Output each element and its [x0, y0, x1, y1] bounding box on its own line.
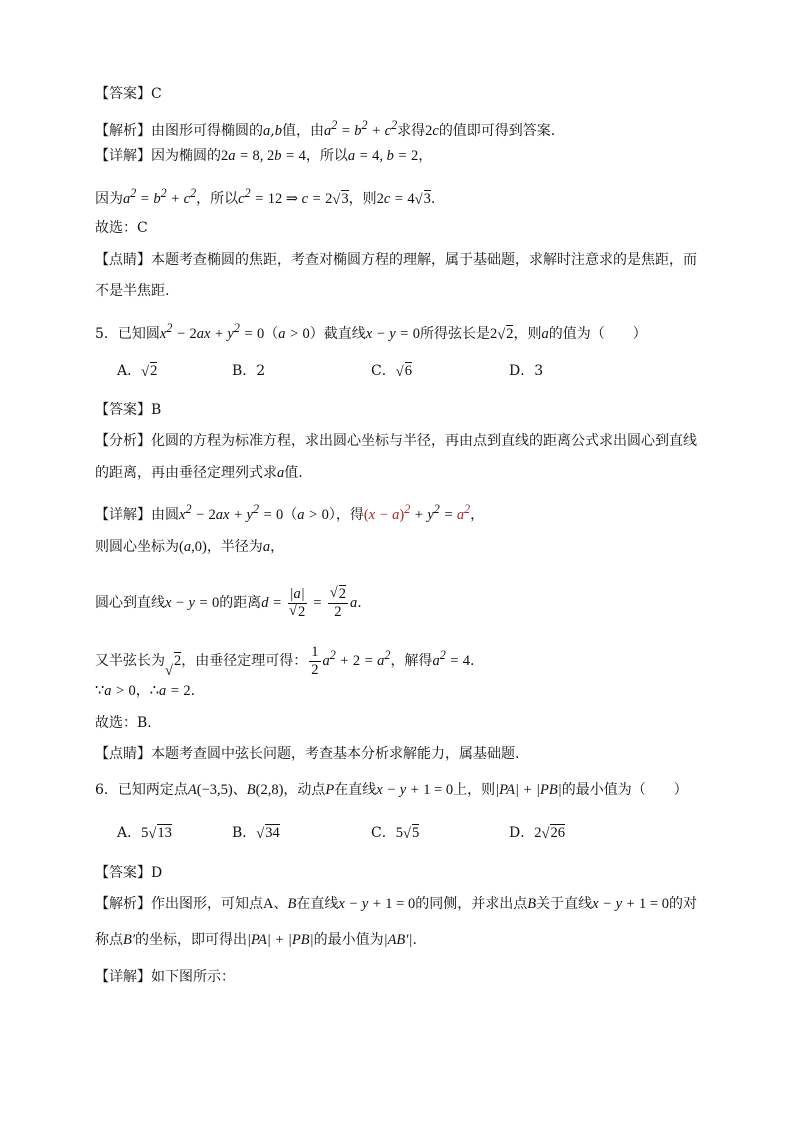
- q4-detail-line-2: [95, 183, 435, 209]
- formula: (a,0): [179, 539, 207, 555]
- q5-center-line: [95, 537, 284, 557]
- text-segment: 的最小值为（ ）: [561, 782, 688, 798]
- formula: √ 6: [396, 363, 412, 379]
- q4-choose-line: [95, 218, 148, 238]
- q4-comment-line-2: [95, 281, 169, 301]
- answer-value: C: [151, 86, 162, 102]
- text-segment: 化圆的方程为标准方程，求出圆心坐标与半径，再由点到直线的距离公式求出圆心到直线: [151, 433, 697, 449]
- formula: P: [325, 782, 335, 798]
- text-segment: 值.: [284, 465, 303, 481]
- formula: B: [527, 896, 537, 912]
- choose-text: 故选：C: [95, 220, 148, 236]
- q4-detail-line: [95, 146, 432, 166]
- option-label: B．: [232, 825, 257, 841]
- formula: 2√ 2: [490, 326, 514, 342]
- formula: $x^2 - 2ax + y^2 = 0$: [159, 321, 265, 342]
- choose-text: 故选：B.: [95, 715, 152, 731]
- text-segment: ，: [135, 683, 150, 699]
- comment-tag: 【点睛】: [95, 746, 151, 762]
- q6-option-d: [509, 823, 565, 843]
- formula: 2c = 4√ 3: [377, 191, 431, 207]
- text-segment: 6．已知两定点: [95, 782, 188, 798]
- text-segment: 的距离，再由垂径定理列式求: [95, 465, 277, 481]
- formula: B: [287, 896, 297, 912]
- formula: d = |a| √ 2 = √ $\frac{2}{2}$ a: [261, 595, 357, 611]
- answer-tag: 【答案】: [95, 865, 151, 881]
- text-segment: 所得弦长是: [419, 325, 490, 342]
- formula: A(−3,5): [187, 782, 233, 798]
- text-segment: 的值即可得到答案.: [438, 122, 556, 139]
- q5-comment-line: [95, 744, 519, 764]
- option-label: D．: [509, 825, 535, 841]
- text-segment: 本题考查圆中弦长问题，考查基本分析求解能力，属基础题.: [151, 746, 520, 762]
- text-segment: .: [357, 595, 362, 611]
- option-label: A．: [117, 825, 142, 841]
- text-segment: 因为椭圆的: [151, 148, 221, 164]
- formula: $a^2 = 4$: [432, 648, 471, 669]
- answer-tag: 【答案】: [95, 86, 151, 102]
- text-segment: 的值为（ ）: [548, 325, 647, 342]
- answer-value: B: [151, 402, 162, 418]
- q6-option-a: [117, 823, 172, 843]
- text-segment: ，则: [513, 325, 542, 342]
- q5-option-c: [371, 361, 412, 381]
- q6-answer-line: [95, 863, 162, 883]
- formula: |AB′|: [383, 932, 413, 948]
- q4-comment-line: [95, 250, 697, 270]
- text-segment: ，: [470, 506, 485, 523]
- text-segment: 圆心到直线: [95, 595, 165, 611]
- text-segment: 则圆心坐标为: [95, 539, 179, 555]
- text-segment: 关于直线: [536, 896, 593, 912]
- q5-choose-line: [95, 713, 152, 733]
- text-segment: ，: [270, 539, 285, 555]
- formula: x − y + 1 = 0: [338, 896, 416, 912]
- option-label: A．: [117, 363, 142, 379]
- option-label: C．: [371, 363, 396, 379]
- formula: a: [541, 325, 549, 342]
- formula: 2√ 26: [534, 825, 565, 841]
- formula: ∵a > 0: [95, 683, 136, 699]
- q4-analysis-line: 【解析】由图形可得椭圆的a,b值，由$a^2 = b^2 + c^2$求得2c的值即可得到答案.: [95, 118, 556, 139]
- formula: √ 34: [256, 825, 280, 841]
- comment-tag: 【点睛】: [95, 252, 151, 268]
- formula: a > 0: [297, 506, 329, 523]
- formula: 2a = 8, 2b = 4: [221, 148, 306, 164]
- q5-half-chord-line: [95, 636, 474, 680]
- formula: 2c: [425, 122, 439, 139]
- text-segment: 在直线: [296, 896, 339, 912]
- formula: A: [263, 896, 274, 912]
- text-segment: ）截直线: [309, 325, 366, 342]
- formula: $\frac{1}{2}$ $a^2 + 2 = a^2$: [311, 644, 391, 678]
- text-segment: 又半弦长为: [95, 652, 165, 669]
- text-segment: （: [283, 506, 298, 523]
- formula: √ 2: [141, 363, 157, 379]
- text-segment: ，动点: [283, 782, 326, 798]
- text-segment: ，所以: [196, 190, 239, 207]
- text-segment: .: [190, 683, 196, 699]
- formula: a > 0: [278, 325, 310, 342]
- q6-analysis-line-2: [95, 930, 417, 950]
- formula: + $y^2$ =: [410, 502, 457, 523]
- text-segment: 由图形可得椭圆的: [151, 122, 263, 139]
- formula: B(2,8): [246, 782, 284, 798]
- option-label: D．3: [509, 363, 544, 379]
- formula: x − y = 0: [165, 595, 220, 611]
- text-segment: ，解得: [390, 652, 433, 669]
- formula: x − y + 1 = 0: [376, 782, 454, 798]
- text-segment: 因为: [95, 190, 123, 207]
- q5-analysis-line-2: [95, 463, 303, 483]
- q4-answer-line: [95, 84, 162, 104]
- text-segment: .: [412, 932, 417, 948]
- q5-stem: [95, 318, 647, 344]
- text-segment: （: [264, 325, 279, 342]
- q5-detail-line: [95, 499, 484, 525]
- text-segment: .: [470, 652, 475, 669]
- analysis-tag: 【解析】: [95, 896, 151, 912]
- text-segment: 5．已知圆: [95, 325, 160, 342]
- formula: $a^2 = b^2 + c^2$: [323, 118, 398, 139]
- text-segment: 求得: [397, 122, 426, 139]
- formula: ∴a = 2: [149, 683, 191, 699]
- text-segment: 的同侧，并求出点: [415, 896, 528, 912]
- option-label: C．: [371, 825, 396, 841]
- q5-analysis-line: [95, 431, 697, 451]
- formula: 5√ 5: [396, 825, 420, 841]
- detail-tag: 【详解】: [95, 969, 151, 985]
- formula: a = 4, b = 2: [347, 148, 419, 164]
- text-segment: 值，由: [281, 122, 324, 139]
- text-segment: 的坐标，即可得出: [135, 932, 248, 948]
- text-segment: ，半径为: [206, 539, 263, 555]
- formula: B′: [123, 932, 136, 948]
- text-segment: ，由垂径定理可得：: [181, 652, 308, 669]
- formula: $(x - a)^2$: [363, 502, 411, 523]
- text-segment: 上，则: [453, 782, 496, 798]
- formula: a: [263, 122, 271, 139]
- formula: √ 2: [165, 653, 181, 669]
- answer-value: D: [151, 865, 163, 881]
- detail-tag: 【详解】: [95, 506, 151, 523]
- analysis-tag: 【解析】: [95, 122, 151, 139]
- text-segment: 称点: [95, 932, 123, 948]
- formula: a: [262, 539, 271, 555]
- q5-answer-line: [95, 400, 161, 420]
- answer-tag: 【答案】: [95, 402, 151, 418]
- q6-option-b: [232, 823, 280, 843]
- q5-distance-line: [95, 584, 362, 622]
- text-segment: 的距离: [219, 595, 262, 611]
- formula: a: [277, 465, 285, 481]
- formula: x − y = 0: [365, 325, 420, 342]
- q5-option-a: [117, 361, 157, 381]
- text-segment: 的对: [668, 896, 697, 912]
- text-segment: 在直线: [334, 782, 377, 798]
- text-segment: ，: [418, 148, 433, 164]
- text-segment: .: [430, 190, 436, 207]
- q5-conclusion-line: [95, 681, 195, 701]
- text-segment: ，则: [348, 190, 377, 207]
- formula: $a^2 = b^2 + c^2$: [123, 186, 197, 207]
- detail-tag: 【详解】: [95, 148, 151, 164]
- text-segment: 不是半焦距.: [95, 283, 170, 299]
- analysis-tag: 【分析】: [95, 433, 151, 449]
- formula: |PA| + |PB|: [495, 782, 562, 798]
- option-label: B．2: [232, 363, 266, 379]
- text-segment: 、: [232, 782, 247, 798]
- q6-detail-line: [95, 967, 235, 987]
- text-segment: ），得: [328, 506, 364, 523]
- formula: 5√ 13: [141, 825, 172, 841]
- text-segment: 作出图形，可知点: [151, 896, 263, 912]
- text-segment: 、: [273, 896, 288, 912]
- q6-option-c: [371, 823, 419, 843]
- formula: $a^2$: [456, 502, 471, 523]
- formula: $x^2 - 2ax + y^2 = 0$: [179, 502, 284, 523]
- q5-option-d: [509, 361, 543, 381]
- text-segment: ，所以: [305, 148, 348, 164]
- text-segment: 的最小值为: [313, 932, 384, 948]
- text-segment: 由圆: [151, 506, 179, 523]
- q6-analysis-line: [95, 894, 697, 914]
- q6-stem: [95, 780, 688, 800]
- text-segment: 本题考查椭圆的焦距，考查对椭圆方程的理解，属于基础题，求解时注意求的是焦距，而: [151, 252, 697, 268]
- q5-option-b: [232, 361, 265, 381]
- formula: |PA| + |PB|: [247, 932, 314, 948]
- formula: x − y + 1 = 0: [592, 896, 669, 912]
- text-segment: 如下图所示：: [151, 969, 235, 985]
- formula: $c^2 = 12$ ⇒ c = 2√ 3: [238, 191, 348, 207]
